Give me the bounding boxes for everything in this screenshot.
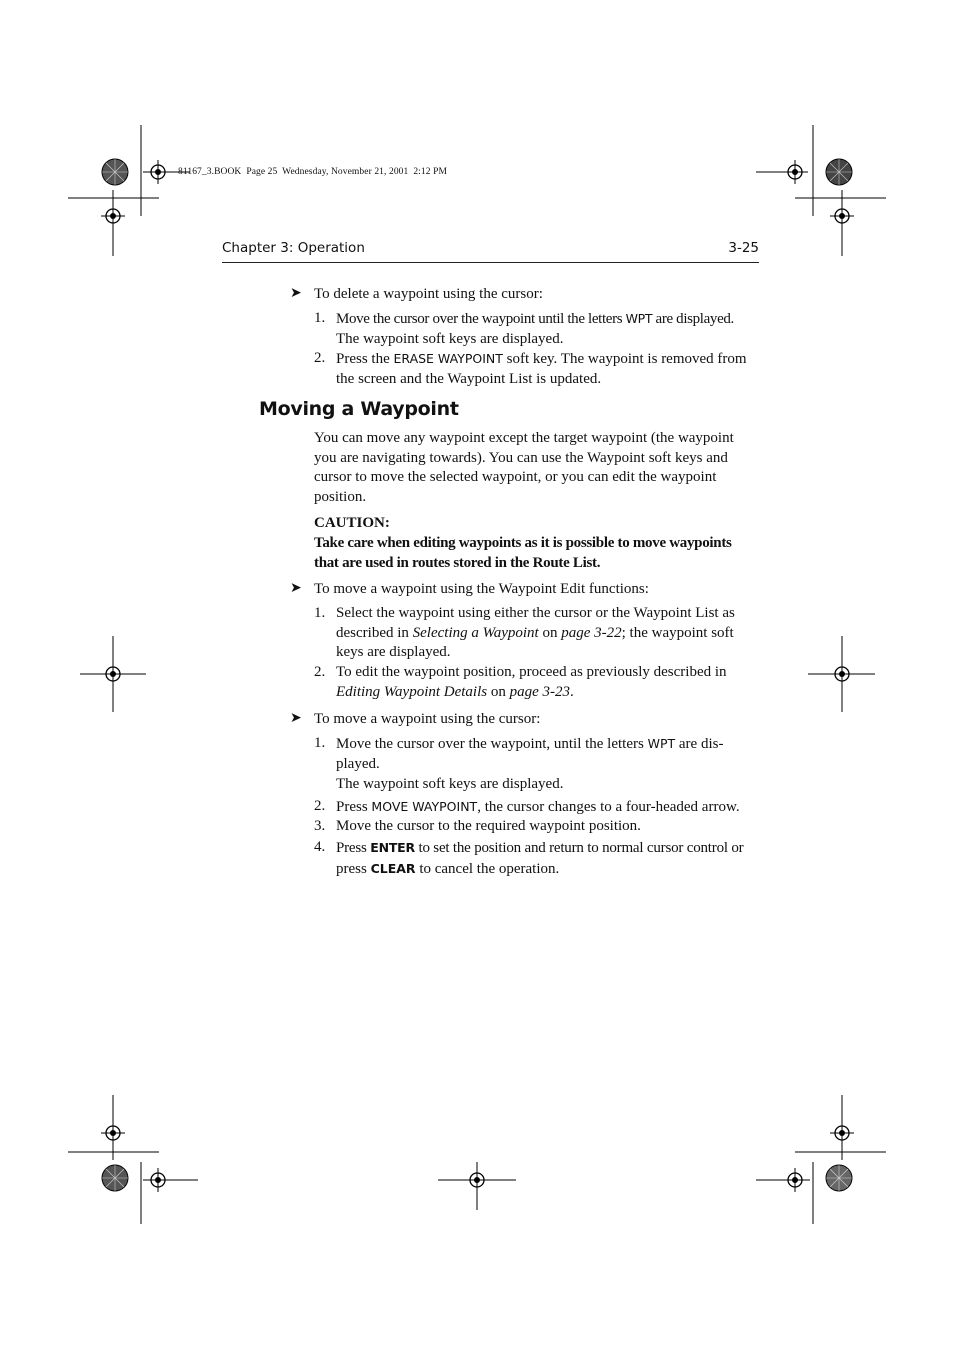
- caution-label: CAUTION:: [314, 515, 390, 531]
- print-slug: 81167_3.BOOK Page 25 Wednesday, November 21, 2001 2:12 PM: [178, 167, 448, 177]
- running-header: [222, 240, 759, 263]
- step-number: 2.: [314, 350, 326, 366]
- step-number: 2.: [314, 664, 326, 680]
- key-label: WPT: [647, 736, 676, 751]
- chapter-title: Chapter 3: Operation: [222, 240, 365, 256]
- enter-key-label: ENTER: [370, 840, 415, 855]
- step-number: 4.: [314, 839, 326, 855]
- arrow-bullet-icon: ➤: [290, 286, 302, 301]
- caution-text: Take care when editing waypoints as it is possible to move waypoints that are used in routes stored in the Route List.: [314, 535, 732, 571]
- step-number: 1.: [314, 310, 326, 326]
- section-heading: Moving a Waypoint: [259, 398, 459, 420]
- step-text: To edit the waypoint position, proceed as previously described in Editing Waypoint Details on page 3-23.: [336, 664, 727, 700]
- procedure-intro: To move a waypoint using the cursor:: [314, 711, 541, 727]
- page-reference: page 3-22: [561, 624, 622, 641]
- step-text: Press the ERASE WAYPOINT soft key. The waypoint is removed from the screen and the Waypoint List is updated.: [336, 351, 747, 387]
- step-text: Select the waypoint using either the cursor or the Waypoint List as described in Selecting a Waypoint on page 3-22; the waypoint soft keys are displayed.: [336, 605, 735, 660]
- step-number: 1.: [314, 735, 326, 751]
- key-label: MOVE WAYPOINT: [371, 799, 478, 814]
- step-number: 1.: [314, 605, 326, 621]
- cross-reference: Editing Waypoint Details: [336, 683, 488, 700]
- key-label: WPT: [625, 311, 653, 326]
- page-number: 3-25: [728, 240, 759, 256]
- page-reference: page 3-23: [509, 683, 571, 700]
- cross-reference: Selecting a Waypoint: [412, 624, 539, 641]
- step-text: Press ENTER to set the position and return to normal cursor control or press CLEAR to cancel the operation.: [336, 840, 744, 877]
- step-text: Move the cursor to the required waypoint position.: [336, 818, 641, 834]
- procedure-intro: To move a waypoint using the Waypoint Edit functions:: [314, 581, 649, 597]
- step-text: Move the cursor over the waypoint until the letters WPT are displayed. The waypoint soft keys are displayed.: [336, 311, 734, 347]
- clear-key-label: CLEAR: [370, 860, 416, 876]
- step-number: 3.: [314, 818, 326, 834]
- step-text: Press MOVE WAYPOINT, the cursor changes to a four-headed arrow.: [336, 799, 740, 815]
- key-label: ERASE WAYPOINT: [393, 351, 503, 366]
- body-paragraph: You can move any waypoint except the target waypoint (the waypoint you are navigating towards). You can use the Waypoint soft keys and cursor to move the selected waypoint, or you can edit the waypoint position.: [314, 430, 734, 505]
- procedure-intro: To delete a waypoint using the cursor:: [314, 286, 543, 302]
- step-text: Move the cursor over the waypoint, until the letters WPT are dis- played. The waypoint soft keys are displayed.: [336, 736, 724, 792]
- arrow-bullet-icon: ➤: [290, 581, 302, 596]
- step-number: 2.: [314, 798, 326, 814]
- arrow-bullet-icon: ➤: [290, 711, 302, 726]
